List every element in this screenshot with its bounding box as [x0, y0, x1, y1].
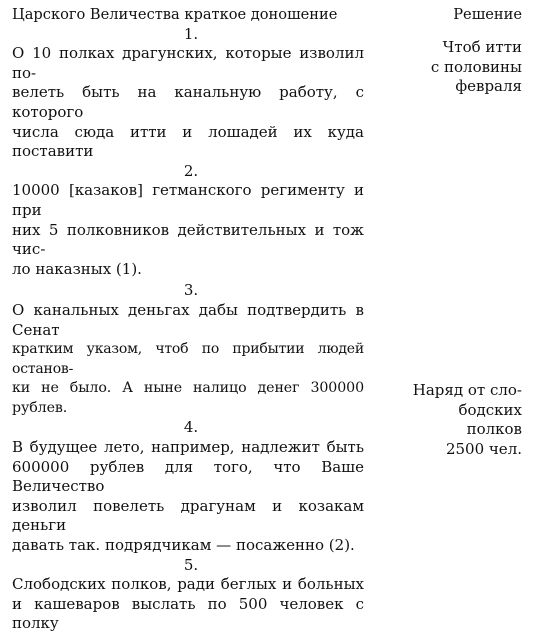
item-text-5: Слободских полков, ради беглых и больных и кашеваров выслать по 500 человек с полку [12, 575, 364, 633]
item-number-4: 4. [183, 418, 199, 437]
item-text-1: О 10 полках драгунских, которые изволил по- велеть быть на канальную работу, с которого числа сюда итти и лошадей их куда поставити [12, 44, 364, 161]
report-title: Царского Величества краткое доношение [12, 6, 338, 23]
item-text-2: 10000 [казаков] гетманского регименту и при них 5 полковников действительных и тож чис- ло наказных (1). [12, 181, 364, 278]
decision-item-1: Чтоб итти с половины февраля [430, 38, 522, 96]
item-text-4: В будущее лето, например, надлежит быть 600000 рублев для того, что Ваше Величество изволил повелеть драгунам и козакам деньги давать так. подрядчикам — посаженно (2). [12, 438, 364, 555]
item-number-1: 1. [183, 24, 199, 43]
item-number-3: 3. [183, 281, 199, 300]
decision-title: Решение [453, 6, 522, 23]
item-number-2: 2. [183, 161, 199, 180]
decision-item-5: Наряд от сло- бодских полков 2500 чел. [412, 381, 522, 458]
report-column [12, 0, 364, 634]
document-page [12, 0, 522, 633]
item-number-5: 5. [183, 555, 199, 574]
decision-column [407, 0, 522, 25]
item-text-3: О канальных деньгах дабы подтвердить в Сенат кратким указом, чтоб по прибытии людей останов- ки не было. А ныне налицо денег 300000 рублев. [12, 300, 364, 416]
